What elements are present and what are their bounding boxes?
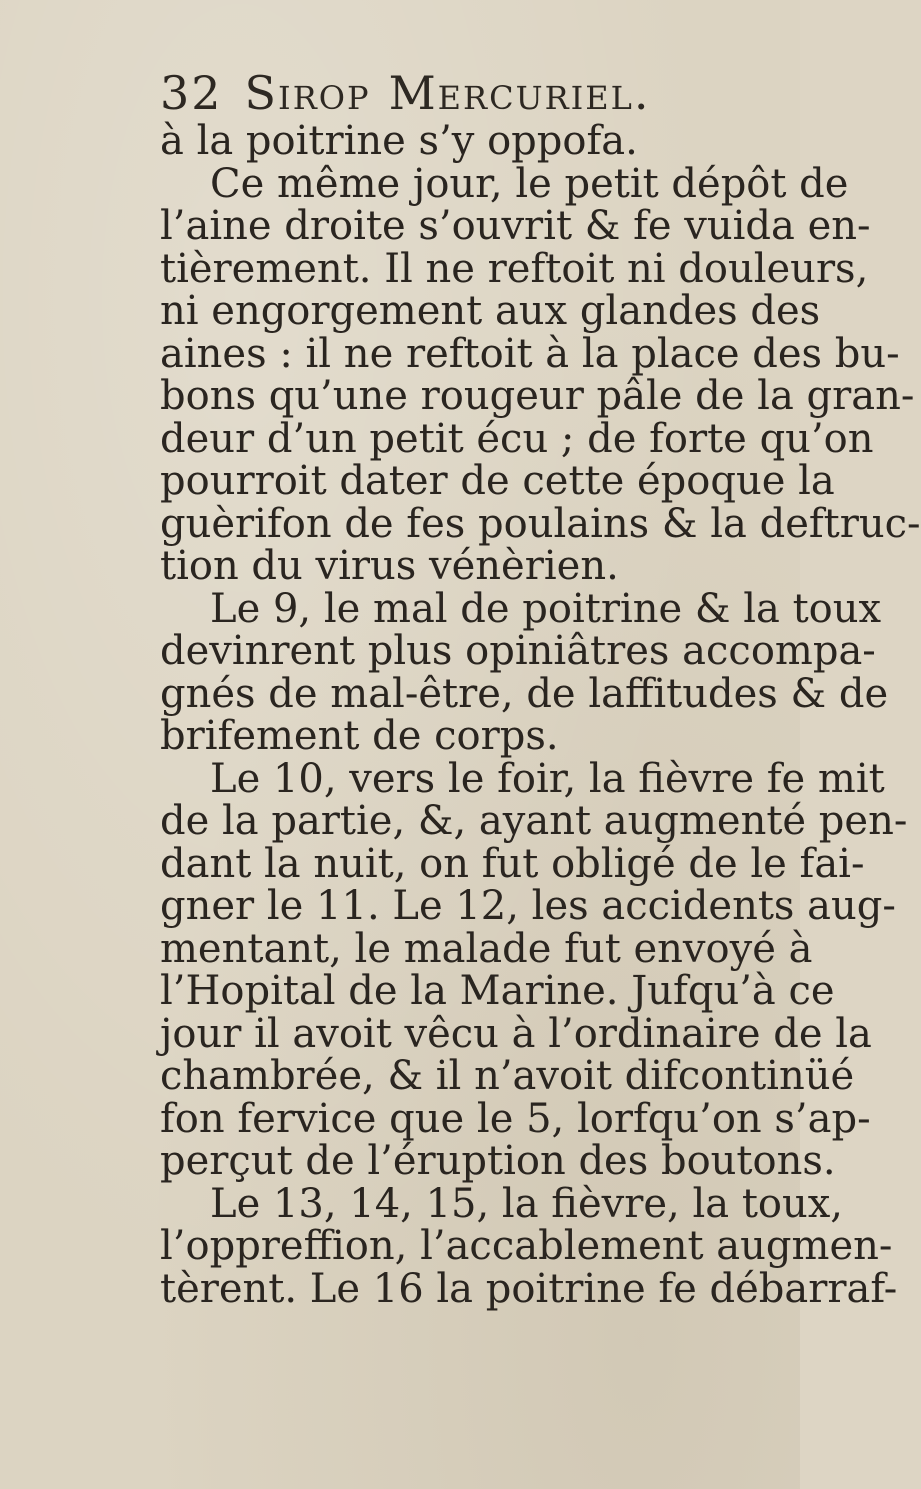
text-line: gner le 11. Le 12, les accidents aug- [160, 883, 896, 929]
text-line: fon fervice que le 5, lorfqu’on s’ap- [160, 1095, 871, 1142]
running-title-word-1: Sirop [244, 66, 371, 120]
text-line: perçut de l’éruption des boutons. [160, 1138, 836, 1184]
text-line: brifement de corps. [160, 713, 559, 759]
text-line: Le 10, vers le foir, la fièvre fe mit [210, 755, 885, 802]
text-line: à la poitrine s’y oppofa. [160, 118, 638, 164]
text-line: bons qu’une rougeur pâle de la gran- [160, 373, 915, 419]
page-number: 32 [160, 66, 223, 120]
text-line: jour il avoit vêcu à l’ordinaire de la [160, 1010, 872, 1057]
text-line: Le 13, 14, 15, la fièvre, la toux, [210, 1180, 844, 1227]
text-line: tèrent. Le 16 la poitrine fe débarraf- [160, 1265, 898, 1312]
text-line: deur d’un petit écu ; de forte qu’on [160, 415, 874, 462]
running-head [160, 66, 651, 120]
running-title-word-2: Mercuriel. [388, 66, 651, 120]
text-line: Ce même jour, le petit dépôt de [210, 160, 849, 207]
body-text [160, 118, 921, 1312]
text-line: l’oppreffion, l’accablement augmen- [160, 1223, 893, 1269]
text-line: tion du virus vénèrien. [160, 543, 619, 589]
text-line: mentant, le malade fut envoyé à [160, 925, 813, 972]
text-line: l’aine droite s’ouvrit & fe vuida en- [160, 203, 871, 249]
text-line: aines : il ne reftoit à la place des bu- [160, 330, 900, 377]
text-line: chambrée, & il n’avoit difcontinüé [160, 1053, 855, 1099]
text-line: dant la nuit, on fut obligé de le fai- [160, 840, 865, 887]
text-line: de la partie, &, ayant augmenté pen- [160, 798, 908, 844]
text-line: devinrent plus opiniâtres accompa- [160, 628, 876, 674]
text-line: pourroit dater de cette époque la [160, 458, 835, 504]
text-line: Le 9, le mal de poitrine & la toux [210, 585, 882, 632]
text-line: ni engorgement aux glandes des [160, 288, 821, 334]
text-line: gnés de mal-être, de laffitudes & de [160, 670, 889, 717]
text-line: l’Hopital de la Marine. Jufqu’à ce [160, 968, 835, 1014]
text-line: guèrifon de fes poulains & la deftruc- [160, 500, 921, 547]
text-line: tièrement. Il ne reftoit ni douleurs, [160, 245, 869, 292]
